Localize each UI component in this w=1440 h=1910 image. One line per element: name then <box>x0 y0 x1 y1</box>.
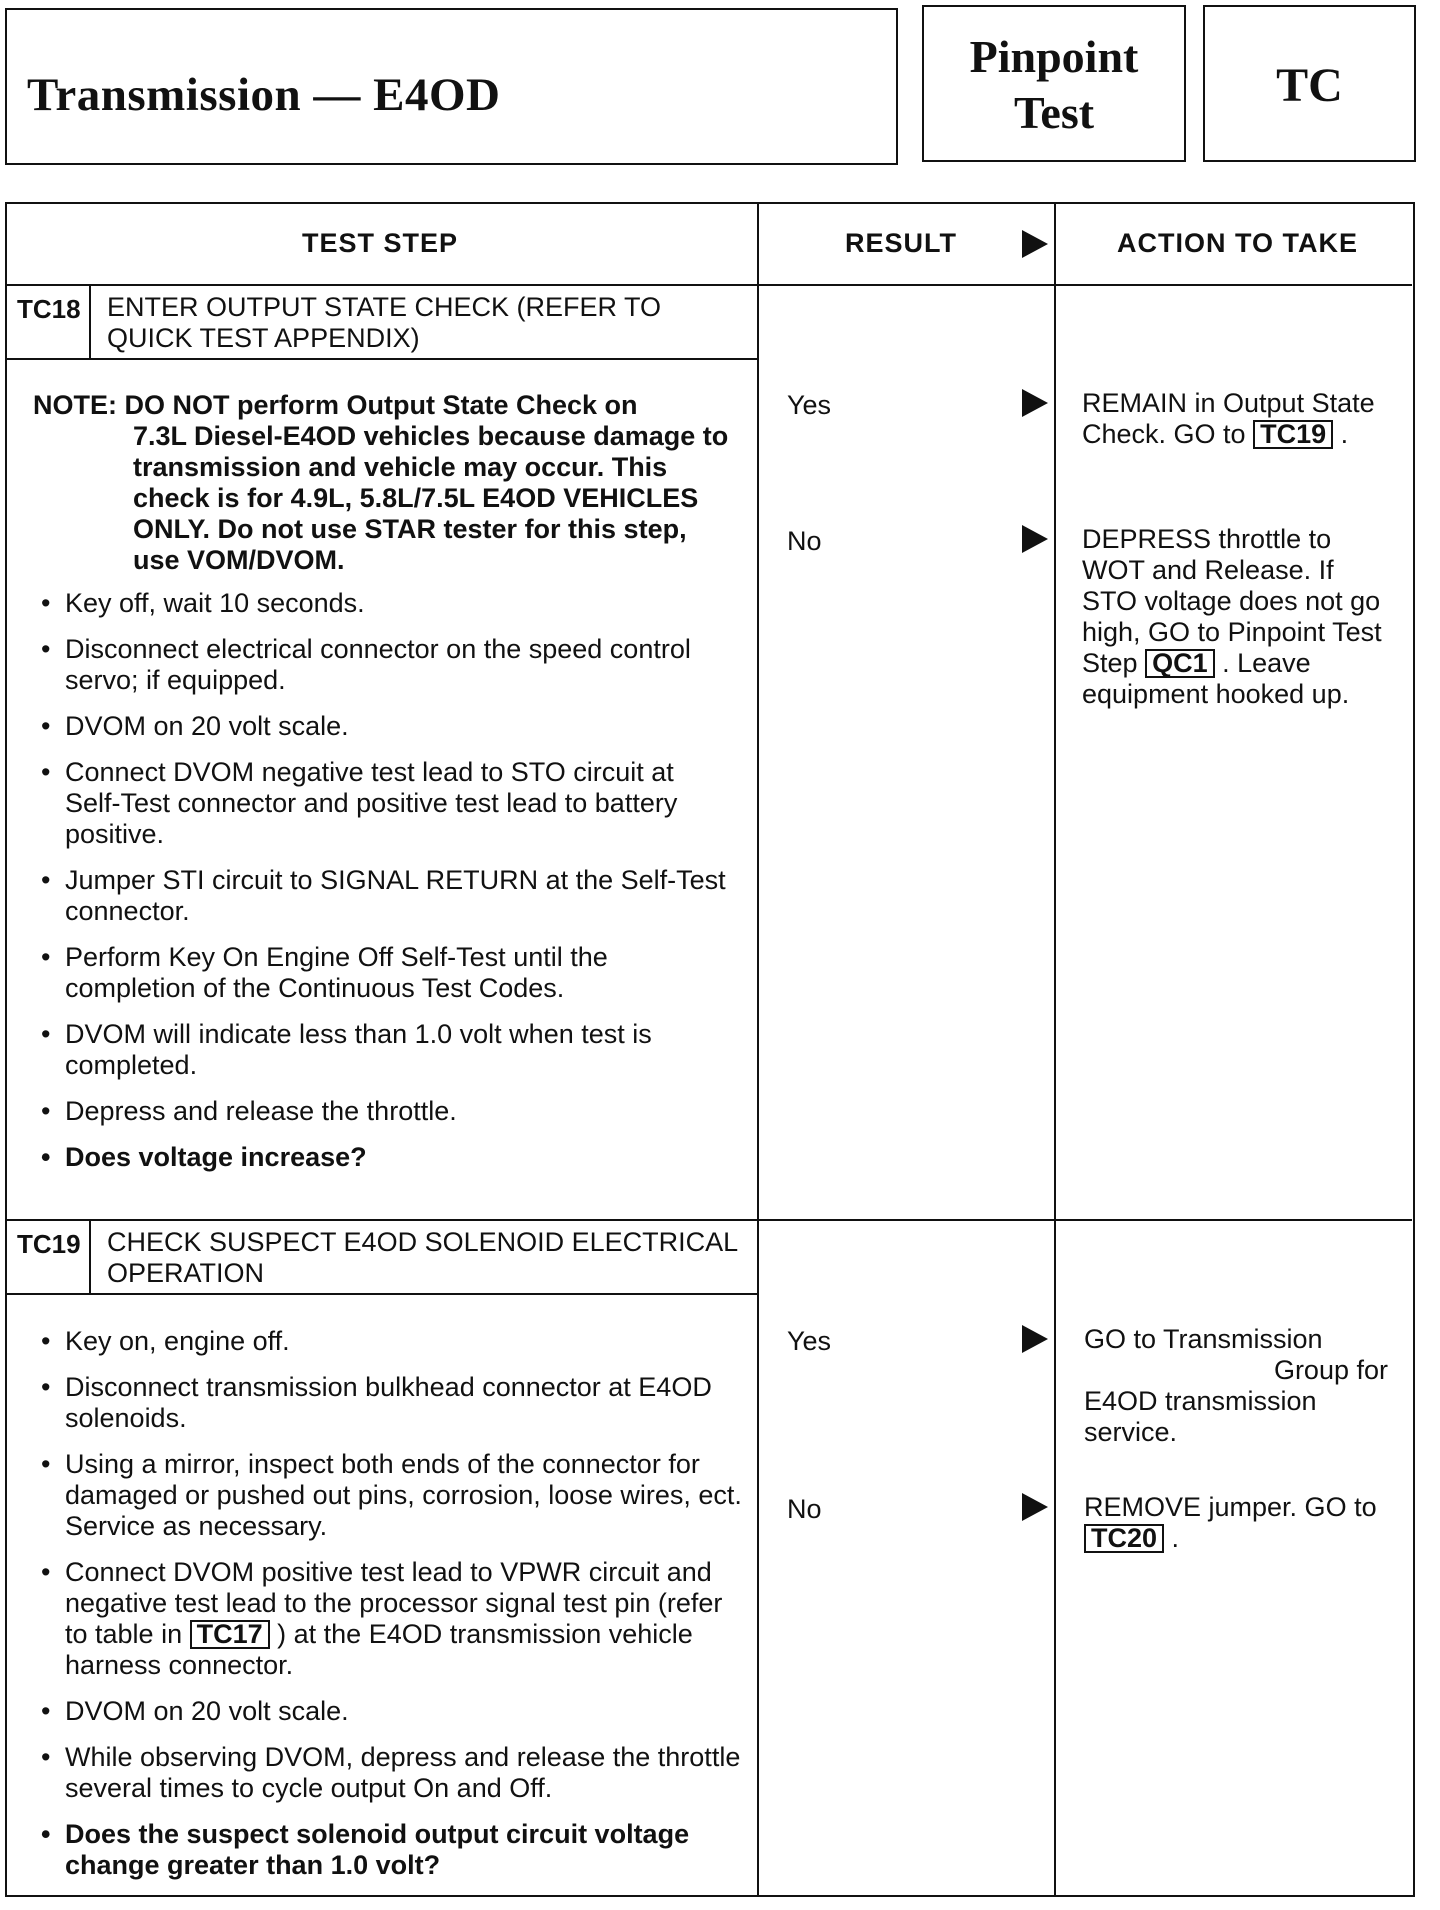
tc18-action-no <box>1082 524 1392 710</box>
tc18-note <box>33 390 733 576</box>
tc18-bullet-list <box>35 588 735 1188</box>
test-code-box <box>1203 5 1416 162</box>
step-reference-qc1[interactable]: QC1 <box>1145 649 1215 678</box>
list-item: • Disconnect transmission bulkhead connector at E4OD solenoids. <box>35 1372 747 1434</box>
action-text: DEPRESS throttle to WOT and Release. If STO voltage does not go high, GO to Pinpoint Test Step <box>1082 524 1382 678</box>
tc19-result-no: No <box>787 1494 822 1524</box>
step-reference-tc20[interactable]: TC20 <box>1084 1524 1164 1553</box>
result-arrow-icon <box>1022 525 1048 553</box>
tc18-result-yes: Yes <box>787 390 832 420</box>
list-item: • Connect DVOM negative test lead to STO circuit at Self-Test connector and positive test lead to battery positive. <box>35 757 735 850</box>
test-code: TC <box>1276 59 1343 112</box>
pinpoint-test-label <box>924 29 1184 141</box>
pinpoint-line1: Pinpoint <box>969 31 1139 82</box>
tc18-result-no: No <box>787 526 822 556</box>
list-item: • Key on, engine off. <box>35 1326 747 1357</box>
list-item <box>35 1557 747 1681</box>
step-header-tc18 <box>7 284 759 360</box>
action-text: REMAIN in Output State Check. GO to <box>1082 388 1375 449</box>
action-line: Group for <box>1273 1355 1388 1385</box>
action-text: . <box>1171 1523 1180 1553</box>
step-title: ENTER OUTPUT STATE CHECK (REFER TO QUICK TEST APPENDIX) <box>107 292 662 353</box>
step-header-tc19 <box>7 1219 759 1295</box>
list-item: • Depress and release the throttle. <box>35 1096 735 1127</box>
list-item: • DVOM on 20 volt scale. <box>35 1696 747 1727</box>
list-item: • Using a mirror, inspect both ends of the connector for damaged or pushed out pins, corrosion, loose wires, ect. Service as necessary. <box>35 1449 747 1542</box>
action-line: GO to Transmission <box>1084 1324 1323 1354</box>
list-item: • Disconnect electrical connector on the speed control servo; if equipped. <box>35 634 735 696</box>
step-question: • Does the suspect solenoid output circuit voltage change greater than 1.0 volt? <box>35 1819 747 1881</box>
connect-text: ) at the E4OD transmission vehicle harness connector. <box>65 1619 693 1680</box>
step-question: • Does voltage increase? <box>35 1142 735 1173</box>
header-result: RESULT <box>845 228 957 258</box>
action-line: E4OD transmission service. <box>1084 1386 1317 1447</box>
step-id: TC18 <box>17 294 81 324</box>
note-first-line <box>33 390 733 421</box>
list-item: • Jumper STI circuit to SIGNAL RETURN at the Self-Test connector. <box>35 865 735 927</box>
header-action: ACTION TO TAKE <box>1117 228 1358 258</box>
list-item: • Key off, wait 10 seconds. <box>35 588 735 619</box>
result-arrow-icon <box>1022 1493 1048 1521</box>
note-body: 7.3L Diesel-E4OD vehicles because damage to transmission and vehicle may occur. This check is for 4.9L, 5.8L/7.5L E4OD VEHICLES ONLY. Do not use STAR tester for this step, use VOM/DVOM. <box>133 421 729 575</box>
tc18-action-yes <box>1082 388 1392 450</box>
step-reference-tc19[interactable]: TC19 <box>1253 420 1333 449</box>
step-separator <box>89 1219 91 1293</box>
header-test-step: TEST STEP <box>302 228 459 258</box>
column-divider-2 <box>1054 204 1056 1895</box>
tc19-action-yes <box>1084 1324 1394 1448</box>
note-first: DO NOT perform Output State Check on <box>124 390 638 420</box>
pinpoint-table <box>5 202 1415 1897</box>
header-arrow-icon <box>1022 230 1048 258</box>
tc19-action-no <box>1084 1492 1394 1554</box>
step-separator <box>89 284 91 358</box>
list-item: • DVOM will indicate less than 1.0 volt when test is completed. <box>35 1019 735 1081</box>
note-label: NOTE: <box>33 390 117 420</box>
result-arrow-icon <box>1022 1325 1048 1353</box>
list-item: • Perform Key On Engine Off Self-Test until the completion of the Continuous Test Codes. <box>35 942 735 1004</box>
action-text: . <box>1340 419 1349 449</box>
step-id: TC19 <box>17 1229 81 1259</box>
tc19-bullet-list <box>35 1326 747 1896</box>
list-item: • DVOM on 20 volt scale. <box>35 711 735 742</box>
page-title: Transmission — E4OD <box>27 69 501 121</box>
tc19-result-yes: Yes <box>787 1326 832 1356</box>
pinpoint-test-box <box>922 5 1186 162</box>
step-reference-tc17[interactable]: TC17 <box>190 1620 270 1649</box>
action-text: . Leave equipment hooked up. <box>1082 648 1350 709</box>
column-divider-1 <box>757 204 759 1895</box>
action-text: REMOVE jumper. GO to <box>1084 1492 1377 1522</box>
step-title: CHECK SUSPECT E4OD SOLENOID ELECTRICAL OPERATION <box>107 1227 738 1288</box>
result-arrow-icon <box>1022 389 1048 417</box>
title-box <box>5 8 898 165</box>
list-item: • While observing DVOM, depress and release the throttle several times to cycle output On and Off. <box>35 1742 747 1804</box>
connect-text: Connect DVOM positive test lead to VPWR circuit and negative test lead to the processor signal test pin (refer to table in <box>65 1557 723 1649</box>
pinpoint-line2: Test <box>1013 87 1095 138</box>
